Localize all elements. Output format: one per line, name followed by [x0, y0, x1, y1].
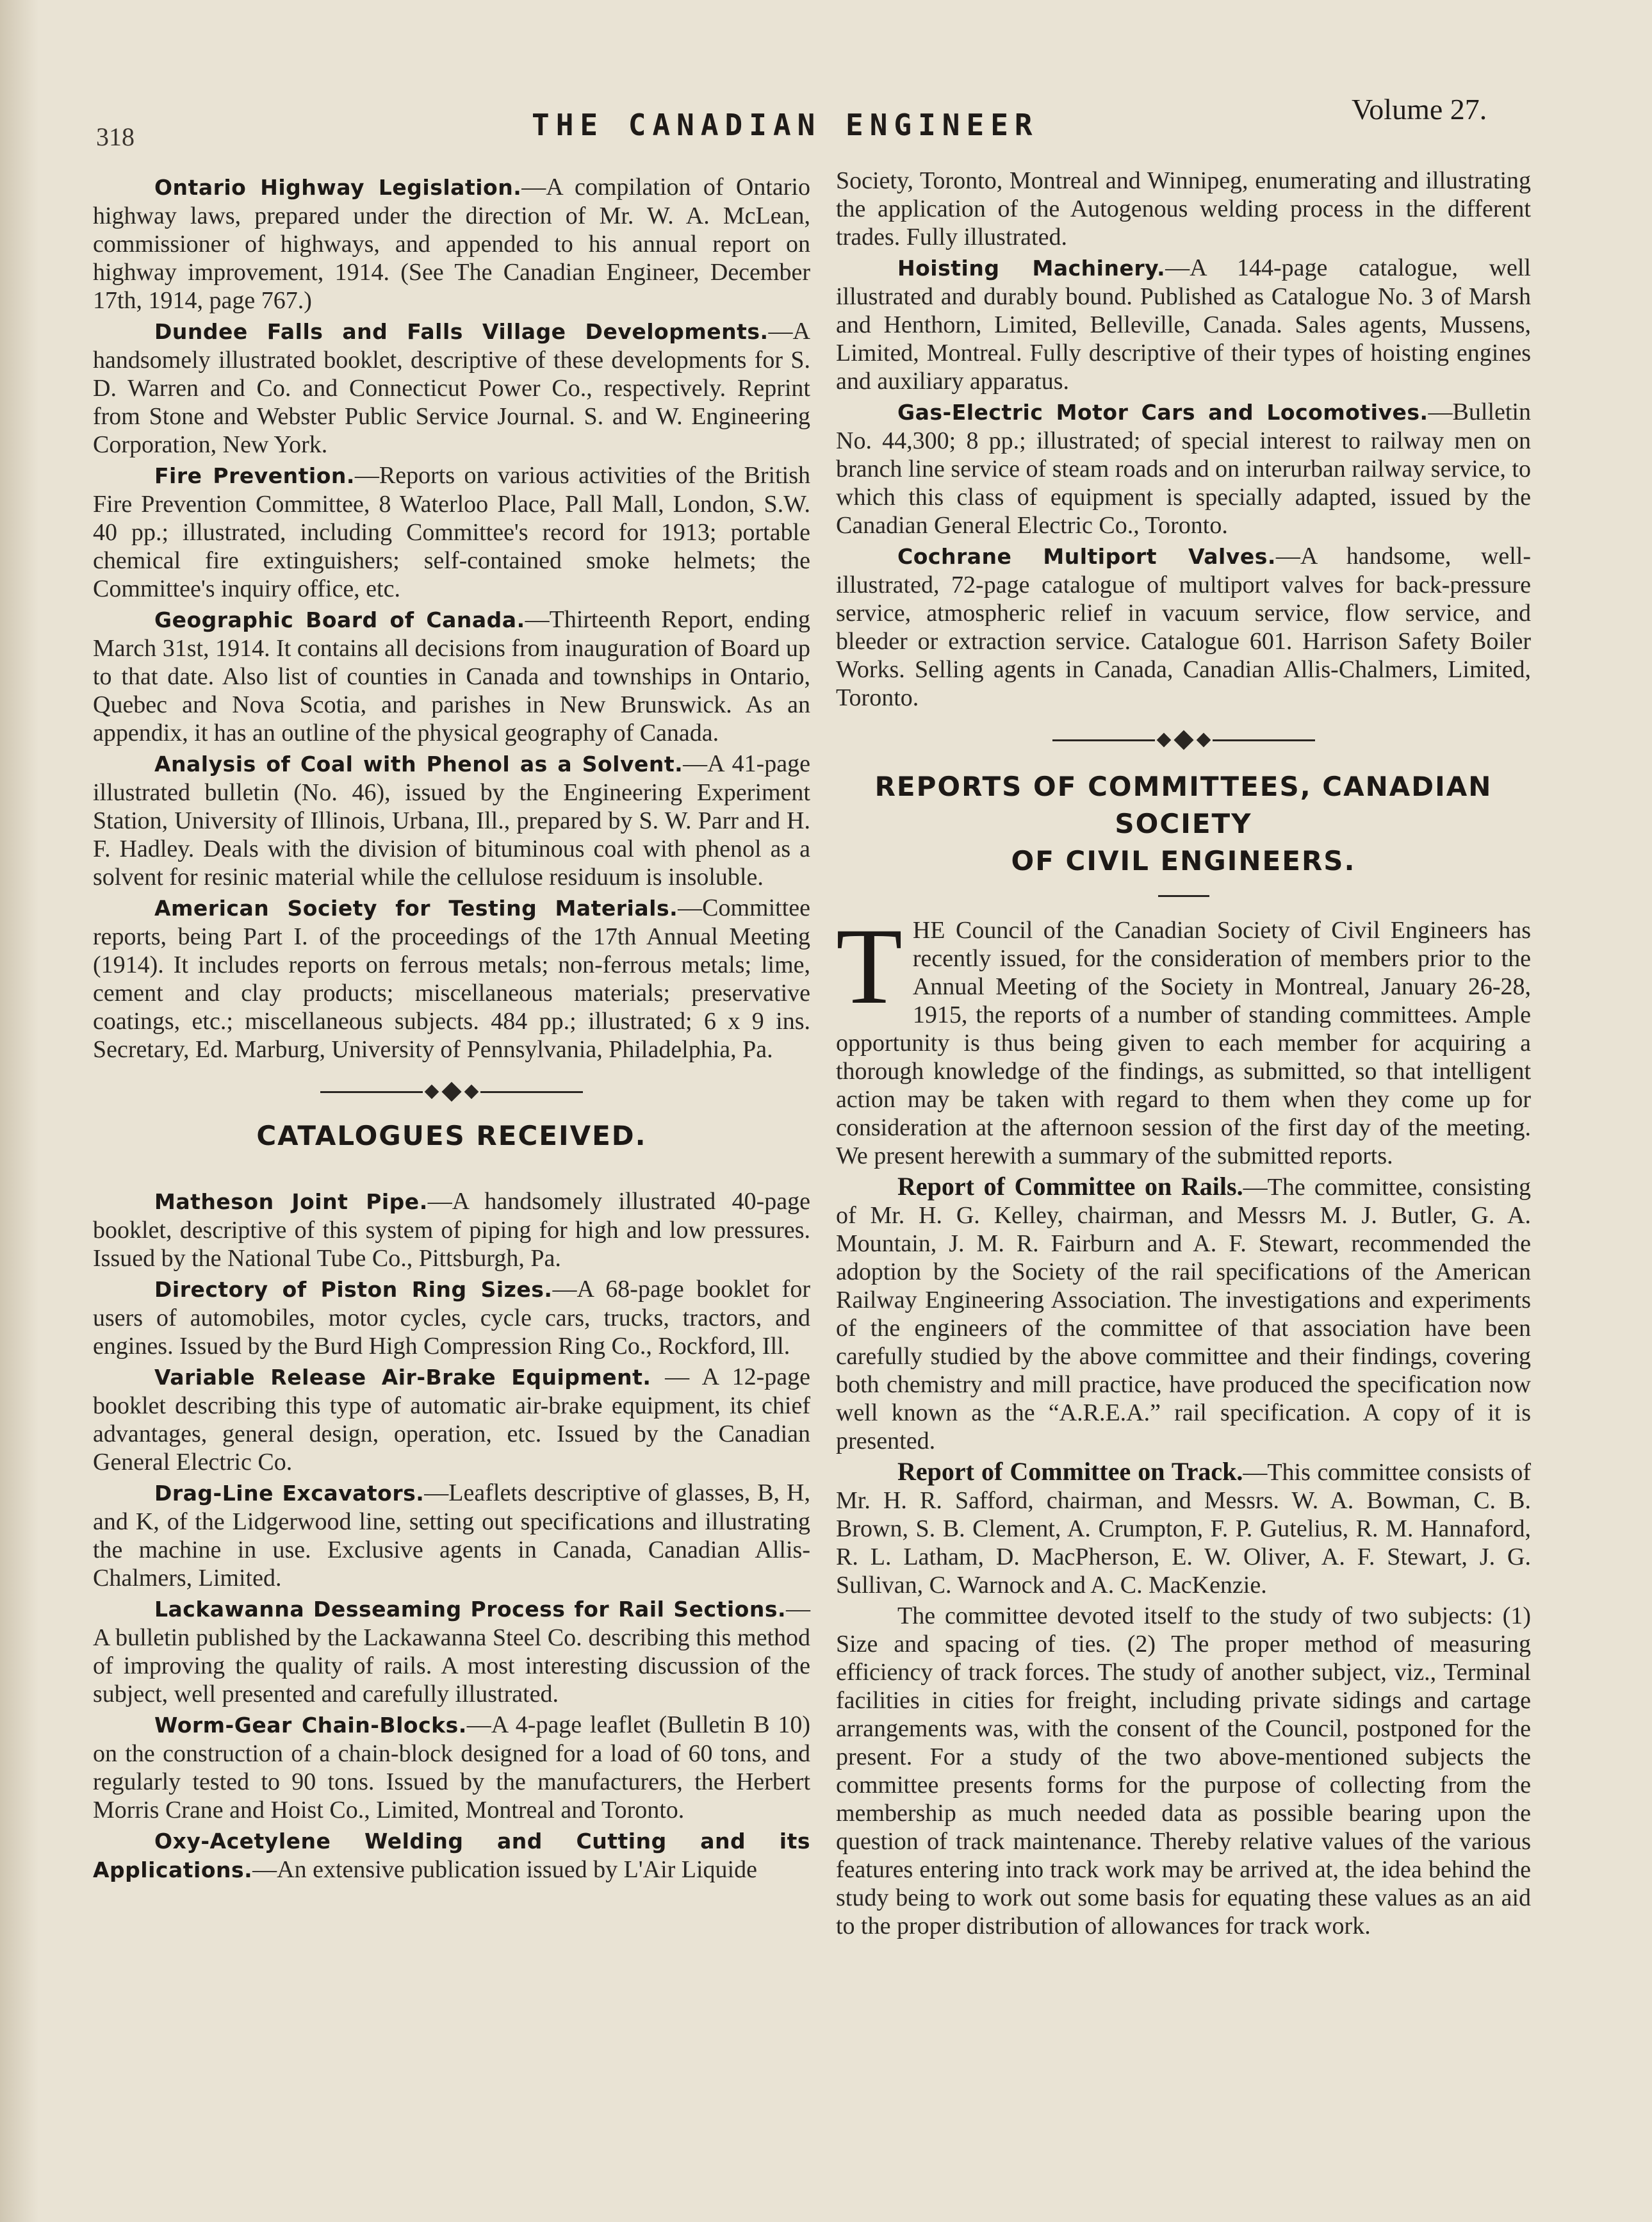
drop-cap: T [836, 906, 903, 1026]
entry-body: —A compilation of Ontario highway laws, prepared under the direction of Mr. W. A. McLean, commissioner of highways, and appended to his annual report on highway improvement, 1914. (See The Canadian Engineer, December 17th, 1914, page 767.) [93, 174, 810, 314]
catalogue-piston-ring [93, 1275, 810, 1360]
catalogue-oxy-acetylene [93, 1827, 810, 1884]
entry-lead: Cochrane Multiport Valves. [897, 544, 1276, 569]
entry-body: —A 68-page booklet for users of automobiles, motor cycles, cycle cars, trucks, tractors, and engines. Issued by the Burd High Compression Ring Co., Rockford, Ill. [93, 1276, 810, 1360]
entry-body: —A handsome, well-illustrated, 72-page catalogue of multiport valves for back-pressure service, atmospheric relief in vacuum service, flow service, and bleeder or extraction service. Catalogue 601. Harrison Safety Boiler Works. Selling agents in Canada, Canadian Allis-Chalmers, Limited, Toronto. [836, 543, 1531, 711]
entry-body: —Thirteenth Report, ending March 31st, 1914. It contains all decisions from inauguration of Board up to that date. Also list of counties in Canada and townships in Ontario, Quebec and Nova Scotia, and parishes in New Brunswick. As an appendix, it has an outline of the physical geography of Canada. [93, 606, 810, 746]
heading-rule [1158, 895, 1209, 897]
entry-body: —This committee consists of Mr. H. R. Safford, chairman, and Messrs. W. A. Bowman, C. B. Brown, S. B. Clement, A. Crumpton, F. P. Gutelius, R. M. Hannaford, R. L. Latham, D. MacPherson, E. W. Oliver, A. F. Stewart, J. G. Sullivan, C. Warnock and A. C. MacKenzie. [836, 1459, 1531, 1599]
entry-body: —A handsomely illustrated 40-page booklet, descriptive of this system of piping for high and low pressures. Issued by the National Tube Co., Pittsburgh, Pa. [93, 1188, 810, 1272]
entry-lead: Fire Prevention. [154, 463, 355, 488]
ornament-divider [836, 734, 1531, 746]
entry-ontario-highway [93, 173, 810, 315]
entry-lead: Variable Release Air-Brake Equipment. [154, 1365, 651, 1390]
entry-lead: Matheson Joint Pipe. [154, 1189, 428, 1214]
entry-lead: Gas-Electric Motor Cars and Locomotives. [897, 400, 1428, 425]
journal-title: THE CANADIAN ENGINEER [532, 108, 1039, 142]
entry-geographic-board [93, 605, 810, 747]
entry-body: —Committee reports, being Part I. of the proceedings of the 17th Annual Meeting (1914). It includes reports on ferrous metals; non-ferrous metals; lime, cement and clay products; miscellaneous materials; preservative coatings, etc.; miscellaneous subjects. 484 pp.; illustrated; 6 x 9 ins. Secretary, Ed. Marburg, University of Pennsylvania, Philadelphia, Pa. [93, 894, 810, 1063]
reports-heading-line-1: REPORTS OF COMMITTEES, CANADIAN SOCIETY [874, 771, 1493, 839]
page-edge-shadow [0, 0, 38, 2222]
catalogues-heading: CATALOGUES RECEIVED. [256, 1120, 647, 1151]
entry-lead: Oxy-Acetylene Welding and Cutting and its Applications. [93, 1829, 810, 1882]
ornament-divider [93, 1085, 810, 1098]
entry-body: —A handsomely illustrated booklet, descriptive of these developments for S. D. Warren and Co. and Connecticut Power Co., respectively. Reprint from Stone and Webster Public Service Journal. S. and W. Engineering Corporation, New York. [93, 318, 810, 458]
report-rails [836, 1173, 1531, 1455]
report-track-paragraph: The committee devoted itself to the study of two subjects: (1) Size and spacing of ties. (2) The proper method of measuring efficiency of track forces. The study of another subject, viz., Terminal facilities in cities for freight, including private sidings and cartage arrangements was, with the consent of the Council, postponed for the present. For a study of the two above-mentioned subjects the committee presents forms for the purpose of collecting from the membership as much needed data as possible bearing upon the question of track maintenance. Thereby relative values of the various features entering into track work may be arrived at, the idea behind the study being to work out some basis for equating these values as an aid to the proper distribution of allowances for track work. [836, 1602, 1531, 1939]
entry-coal-phenol [93, 750, 810, 891]
entry-body: — A 12-page booklet describing this type of automatic air-brake equipment, its chief advantages, general design, operation, etc. Issued by the Canadian General Electric Co. [93, 1363, 810, 1476]
entry-body: —A 4-page leaflet (Bulletin B 10) on the construction of a chain-block designed for a load of 60 tons, and regularly tested to 90 tons. Issued by the manufacturers, the Herbert Morris Crane and Hoist Co., Limited, Montreal and Toronto. [93, 1711, 810, 1823]
entry-body: —A bulletin published by the Lackawanna Steel Co. describing this method of improving the quality of rails. A most interesting discussion of the subject, well presented and carefully illustrated. [93, 1595, 810, 1708]
left-column [93, 173, 810, 1887]
entry-lead: American Society for Testing Materials. [154, 896, 678, 921]
reports-intro [836, 906, 1531, 1170]
entry-lead: Ontario Highway Legislation. [154, 175, 522, 200]
entry-body: —Bulletin No. 44,300; 8 pp.; illustrated; of special interest to railway men on branch line service of steam roads and on interurban railway service, to which this class of equipment is specially adapted, issued by the Canadian General Electric Co., Toronto. [836, 399, 1531, 539]
entry-lead: Report of Committee on Rails. [897, 1172, 1243, 1201]
entry-lead: Report of Committee on Track. [897, 1457, 1243, 1486]
catalogue-drag-line [93, 1479, 810, 1592]
entry-body: —Leaflets descriptive of glasses, B, H, and K, of the Lidgerwood line, setting out specifications and illustrating the machine in use. Exclusive agents in Canada, Canadian Allis-Chalmers, Limited. [93, 1479, 810, 1592]
right-column [836, 167, 1531, 1943]
entry-lead: Dundee Falls and Falls Village Developments. [154, 319, 769, 344]
entry-body: —A 41-page illustrated bulletin (No. 46), issued by the Engineering Experiment Station, University of Illinois, Urbana, Ill., prepared by S. W. Parr and H. F. Hadley. Deals with the division of bituminous coal with phenol as a solvent for resinic material while the cellulose residuum is insoluble. [93, 750, 810, 891]
entry-lead: Hoisting Machinery. [897, 256, 1166, 281]
catalogue-cochrane [836, 542, 1531, 712]
entry-body: —A 144-page catalogue, well illustrated and durably bound. Published as Catalogue No. 3 of Marsh and Henthorn, Limited, Belleville, Canada. Sales agents, Mussens, Limited, Montreal. Fully descriptive of their types of hoisting engines and auxiliary apparatus. [836, 254, 1531, 395]
page-number: 318 [96, 122, 135, 151]
entry-astm [93, 894, 810, 1064]
entry-lead: Analysis of Coal with Phenol as a Solvent. [154, 752, 683, 777]
catalogue-hoisting [836, 254, 1531, 395]
entry-lead: Geographic Board of Canada. [154, 607, 525, 632]
volume-label: Volume 27. [1352, 93, 1487, 126]
report-track [836, 1458, 1531, 1599]
catalogue-air-brake [93, 1363, 810, 1476]
entry-lead: Directory of Piston Ring Sizes. [154, 1277, 553, 1302]
entry-body: —Reports on various activities of the British Fire Prevention Committee, 8 Waterloo Place, Pall Mall, London, S.W. 40 pp.; illustrated, including Committee's record for 1913; portable chemical fire extinguishers; self-contained smoke helmets; the Committee's inquiry office, etc. [93, 462, 811, 602]
catalogue-matheson [93, 1187, 810, 1272]
entry-lead: Worm-Gear Chain-Blocks. [154, 1713, 467, 1738]
reports-heading-line-2: OF CIVIL ENGINEERS. [1011, 845, 1356, 876]
entry-lead: Lackawanna Desseaming Process for Rail Sections. [154, 1597, 786, 1622]
reports-heading [836, 768, 1531, 880]
running-head [96, 90, 1505, 151]
entry-fire-prevention [93, 461, 810, 603]
entry-body: —An extensive publication issued by L'Air Liquide [252, 1856, 757, 1883]
entry-lead: Drag-Line Excavators. [154, 1481, 425, 1506]
catalogue-worm-gear [93, 1711, 810, 1824]
catalogue-gas-electric [836, 398, 1531, 539]
entry-body: —The committee, consisting of Mr. H. G. Kelley, chairman, and Messrs M. J. Butler, G. A. Mountain, J. M. R. Fairburn and A. F. Stewart, recommended the adoption by the Society of the rail specifications of the American Railway Engineering Association. The investigations and experiments of the engineers of the committee of that association have been carefully studied by the above committee and their findings, covering both chemistry and mill practice, have produced the specification now well known as the “A.R.E.A.” rail specification. A copy of it is presented. [836, 1174, 1531, 1454]
continuation-text: Society, Toronto, Montreal and Winnipeg, enumerating and illustrating the application of the Autogenous welding process in the different trades. Fully illustrated. [836, 167, 1531, 251]
entry-dundee-falls [93, 317, 810, 459]
intro-body: HE Council of the Canadian Society of Civil Engineers has recently issued, for the consideration of members prior to the Annual Meeting of the Society in Montreal, January 26-28, 1915, the reports of a number of standing committees. Ample opportunity is thus being given to each member for acquiring a thorough knowledge of the findings, as submitted, so that intelligent action may be taken with regard to them when they come up for consideration at the afternoon session of the first day of the meeting. We present herewith a summary of the submitted reports. [836, 917, 1531, 1169]
catalogue-lackawanna [93, 1595, 810, 1708]
